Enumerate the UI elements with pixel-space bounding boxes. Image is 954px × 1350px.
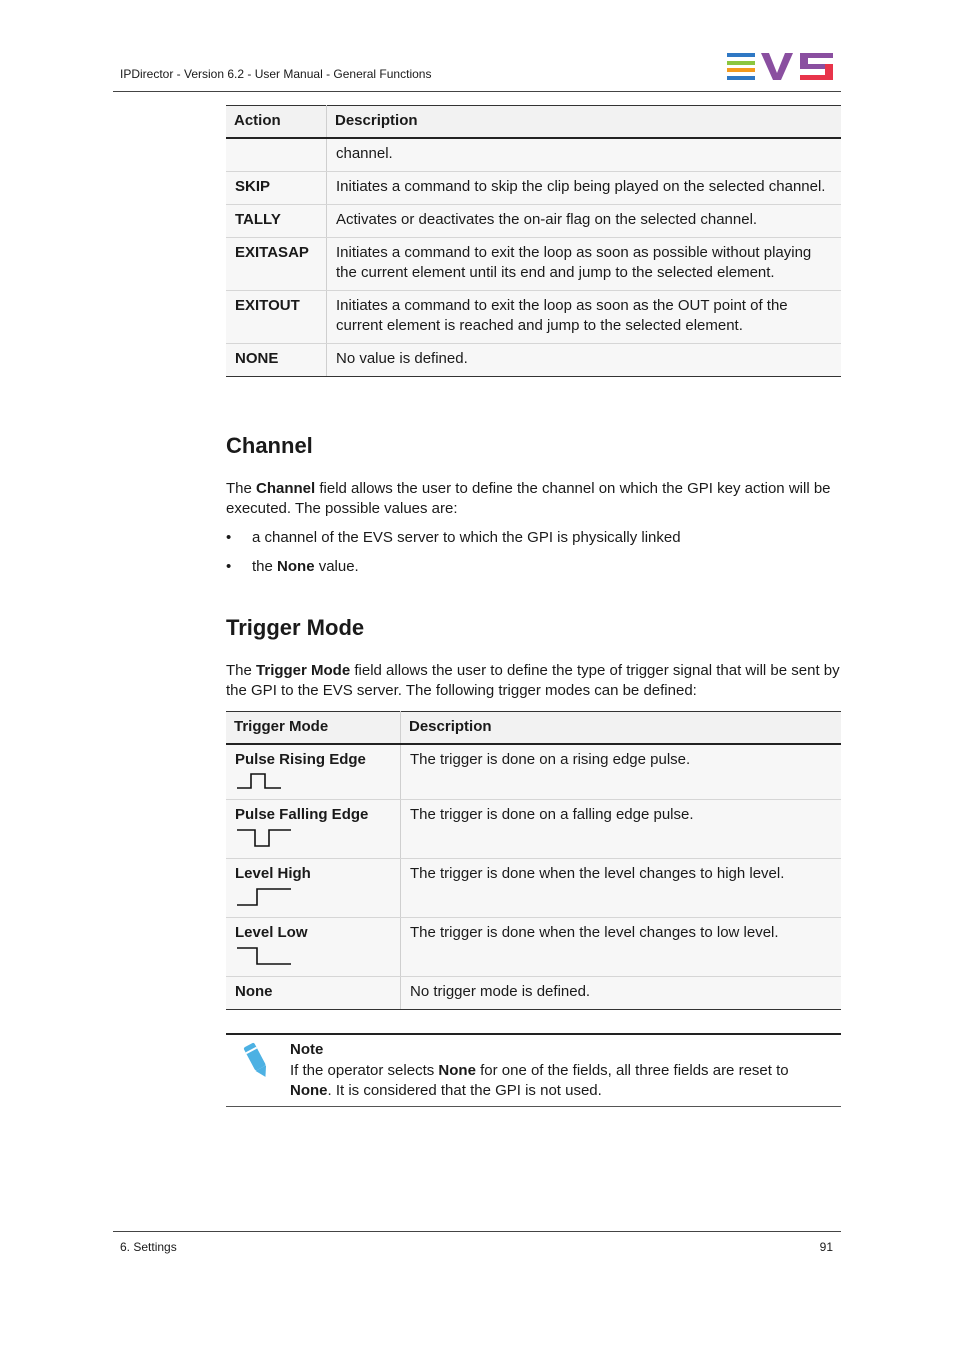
action-column-header: Action (226, 106, 327, 139)
action-cell (226, 138, 327, 172)
table-row (226, 859, 841, 918)
pencil-icon (240, 1041, 274, 1081)
action-cell: TALLY (226, 205, 327, 238)
table-row (226, 138, 841, 172)
action-cell: EXITOUT (226, 291, 327, 344)
trigger-mode-paragraph: The Trigger Mode field allows the user to define the type of trigger signal that will be sent by the GPI to the EVS server. The following trigger modes can be defined: (226, 662, 840, 699)
trigger-mode-heading: Trigger Mode (226, 615, 365, 640)
action-cell: NONE (226, 344, 327, 377)
level-low-icon (235, 945, 293, 967)
action-cell: EXITASAP (226, 238, 327, 291)
trigger-mode-cell: Pulse Rising Edge (226, 744, 401, 800)
trigger-mode-cell: Level High (226, 859, 401, 918)
action-table (226, 105, 841, 377)
table-row (226, 205, 841, 238)
channel-paragraph: The Channel field allows the user to define the channel on which the GPI key action will be executed. The possible values are: (226, 480, 831, 517)
table-row (226, 977, 841, 1010)
channel-values-list (226, 528, 841, 586)
falling-edge-pulse-icon (235, 827, 293, 849)
table-row (226, 800, 841, 859)
trigger-mode-cell: Level Low (226, 918, 401, 977)
table-row (226, 238, 841, 291)
evs-logo (727, 53, 833, 80)
rising-edge-pulse-icon (235, 772, 283, 790)
description-cell: The trigger is done on a falling edge pulse. (401, 800, 842, 859)
note-box (226, 1033, 841, 1107)
note-text: If the operator selects None for one of the fields, all three fields are reset to None. It is considered that the GPI is not used. (290, 1062, 789, 1099)
description-cell: The trigger is done when the level changes to low level. (401, 918, 842, 977)
trigger-mode-cell: None (226, 977, 401, 1010)
table-row (226, 918, 841, 977)
list-item: • a channel of the EVS server to which the GPI is physically linked (226, 528, 841, 548)
table-row (226, 744, 841, 800)
description-cell: Activates or deactivates the on-air flag on the selected channel. (327, 205, 842, 238)
description-column-header: Description (401, 712, 842, 745)
page-number: 91 (819, 1240, 833, 1254)
level-high-icon (235, 886, 293, 908)
page-header (113, 50, 841, 92)
description-cell: The trigger is done when the level changes to high level. (401, 859, 842, 918)
description-cell: The trigger is done on a rising edge pulse. (401, 744, 842, 800)
table-row (226, 344, 841, 377)
description-column-header: Description (327, 106, 842, 139)
page-footer (113, 1231, 841, 1254)
description-cell: No value is defined. (327, 344, 842, 377)
header-title: IPDirector - Version 6.2 - User Manual - General Functions (120, 67, 432, 81)
description-cell: channel. (327, 138, 842, 172)
action-cell: SKIP (226, 172, 327, 205)
list-item: • the None value. (226, 557, 841, 577)
footer-section: 6. Settings (120, 1240, 177, 1254)
trigger-mode-cell: Pulse Falling Edge (226, 800, 401, 859)
description-cell: Initiates a command to exit the loop as soon as possible without playing the current element until its end and jump to the selected element. (327, 238, 842, 291)
note-title: Note (290, 1041, 324, 1058)
description-cell: Initiates a command to exit the loop as soon as the OUT point of the current element is reached and jump to the selected element. (327, 291, 842, 344)
trigger-mode-table (226, 711, 841, 1010)
description-cell: Initiates a command to skip the clip being played on the selected channel. (327, 172, 842, 205)
table-row (226, 291, 841, 344)
description-cell: No trigger mode is defined. (401, 977, 842, 1010)
main-content (226, 105, 841, 1099)
table-row (226, 172, 841, 205)
trigger-mode-column-header: Trigger Mode (226, 712, 401, 745)
channel-heading: Channel (226, 433, 313, 458)
